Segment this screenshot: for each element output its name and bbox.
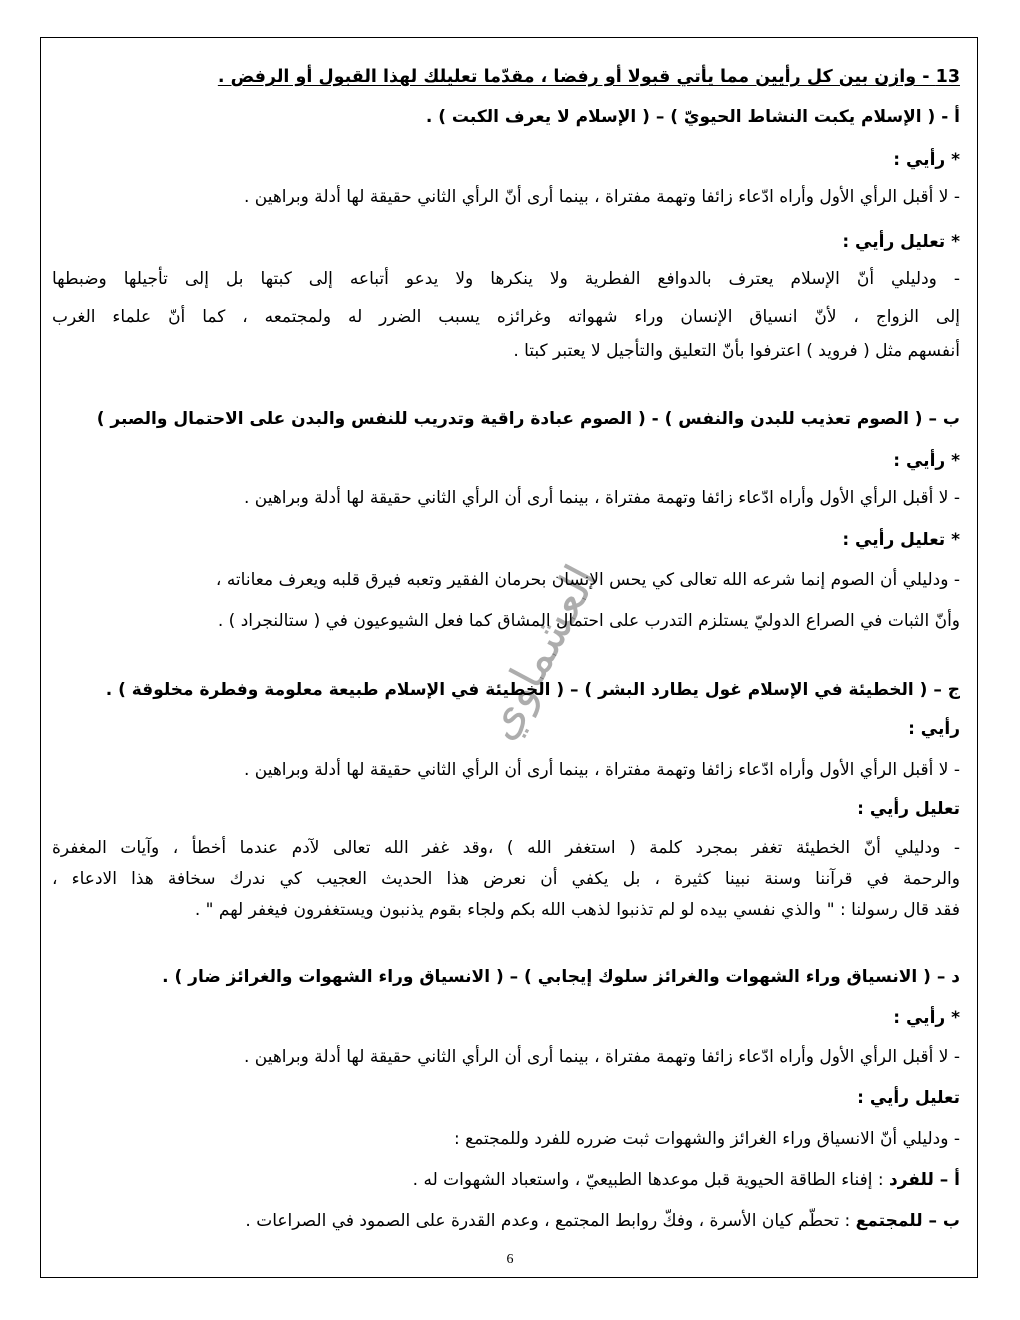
page-number: 6: [506, 1252, 514, 1267]
section-c-reason-label: تعليل رأيي :: [857, 799, 960, 819]
section-b-reason-line: - ودليلي أن الصوم إنما شرعه الله تعالى كي يحس الإنسان بحرمان الفقير وتعبه فيرق قلبه ويعرف معاناته ،: [215, 570, 960, 590]
section-c-heading: ج – ( الخطيئة في الإسلام غول يطارد البشر ) – ( الخطيئة في الإسلام طبيعة معلومة وفطرة مخلوقة ) .: [105, 680, 960, 700]
point-label: ب – للمجتمع: [855, 1211, 960, 1231]
section-b-reason-line: وأنّ الثبات في الصراع الدوليّ يستلزم التدرب على احتمال المشاق كما فعل الشيوعيون في ( ستالنجراد ) .: [217, 611, 960, 631]
section-b-heading: ب – ( الصوم تعذيب للبدن والنفس ) - ( الصوم عبادة راقية وتدريب للنفس والبدن على الاحتمال والصبر ): [96, 409, 960, 429]
point-label: أ – للفرد: [888, 1170, 960, 1190]
section-d-opinion-text: - لا أقبل الرأي الأول وأراه ادّعاء زائفا وتهمة مفتراة ، بينما أرى أن الرأي الثاني حقيقة لها أدلة وبراهين .: [243, 1047, 960, 1067]
section-a-reason-label: * تعليل رأيي :: [842, 232, 960, 252]
section-c-reason-line: والرحمة في قرآننا وسنة نبينا كثيرة ، بل يكفي أن نعرض هذا الحديث العجيب كي ندرك سخافة هذا الادعاء ،: [52, 869, 960, 889]
section-c-reason-line: فقد قال رسولنا : " والذي نفسي بيده لو لم تذنبوا لذهب الله بكم ولجاء بقوم يذنبون ويستغفرون فيغفر لهم " .: [194, 900, 960, 920]
watermark: العشماوي: [471, 555, 609, 749]
section-d-point-society: [52, 1210, 960, 1232]
section-c-reason-line: - ودليلي أنّ الخطيئة تغفر بمجرد كلمة ( استغفر الله ) ،وقد غفر الله تعالى لآدم عندما أخطأ ، وآيات المغفرة: [52, 838, 960, 858]
section-b-opinion-label: * رأيي :: [893, 451, 960, 471]
point-text: : تحطّم كيان الأسرة ، وفكّ روابط المجتمع ، وعدم القدرة على الصمود في الصراعات .: [245, 1211, 851, 1231]
exercise-heading: 13 - وازن بين كل رأيين مما يأتي قبولا أو رفضا ، مقدّما تعليلك لهذا القبول أو الرفض .: [217, 67, 960, 87]
section-a-opinion-text: - لا أقبل الرأي الأول وأراه ادّعاء زائفا وتهمة مفتراة ، بينما أرى أنّ الرأي الثاني حقيقة لها أدلة وبراهين .: [243, 187, 960, 207]
section-a-reason-line: إلى الزواج ، لأنّ انسياق الإنسان وراء شهواته وغرائزه يسبب الضرر له ولمجتمعه ، كما أنّ علماء الغرب: [52, 307, 960, 327]
section-d-heading: د – ( الانسياق وراء الشهوات والغرائز سلوك إيجابي ) – ( الانسياق وراء الشهوات والغرائز ضار ) .: [162, 967, 960, 987]
section-d-point-individual: [52, 1169, 960, 1191]
section-c-opinion-text: - لا أقبل الرأي الأول وأراه ادّعاء زائفا وتهمة مفتراة ، بينما أرى أن الرأي الثاني حقيقة لها أدلة وبراهين .: [243, 760, 960, 780]
section-a-opinion-label: * رأيي :: [893, 150, 960, 170]
section-a-reason-line: أنفسهم مثل ( فرويد ) اعترفوا بأنّ التعليق والتأجيل لا يعتبر كبتا .: [513, 341, 960, 361]
section-a-heading: أ - ( الإسلام يكبت النشاط الحيويّ ) – ( الإسلام لا يعرف الكبت ) .: [425, 107, 960, 127]
section-b-reason-label: * تعليل رأيي :: [842, 530, 960, 550]
section-a-reason-line: - ودليلي أنّ الإسلام يعترف بالدوافع الفطرية ولا ينكرها ولا يدعو أتباعه إلى كبتها بل إلى تأجيلها وضبطها: [52, 269, 960, 289]
section-b-opinion-text: - لا أقبل الرأي الأول وأراه ادّعاء زائفا وتهمة مفتراة ، بينما أرى أن الرأي الثاني حقيقة لها أدلة وبراهين .: [243, 488, 960, 508]
section-d-reason-intro: - ودليلي أنّ الانسياق وراء الغرائز والشهوات ثبت ضرره للفرد وللمجتمع :: [454, 1129, 960, 1149]
point-text: : إفناء الطاقة الحيوية قبل موعدها الطبيعيّ ، واستعباد الشهوات له .: [412, 1170, 884, 1190]
section-d-opinion-label: * رأيي :: [893, 1008, 960, 1028]
section-d-reason-label: تعليل رأيي :: [857, 1088, 960, 1108]
section-c-opinion-label: رأيي :: [908, 719, 960, 739]
